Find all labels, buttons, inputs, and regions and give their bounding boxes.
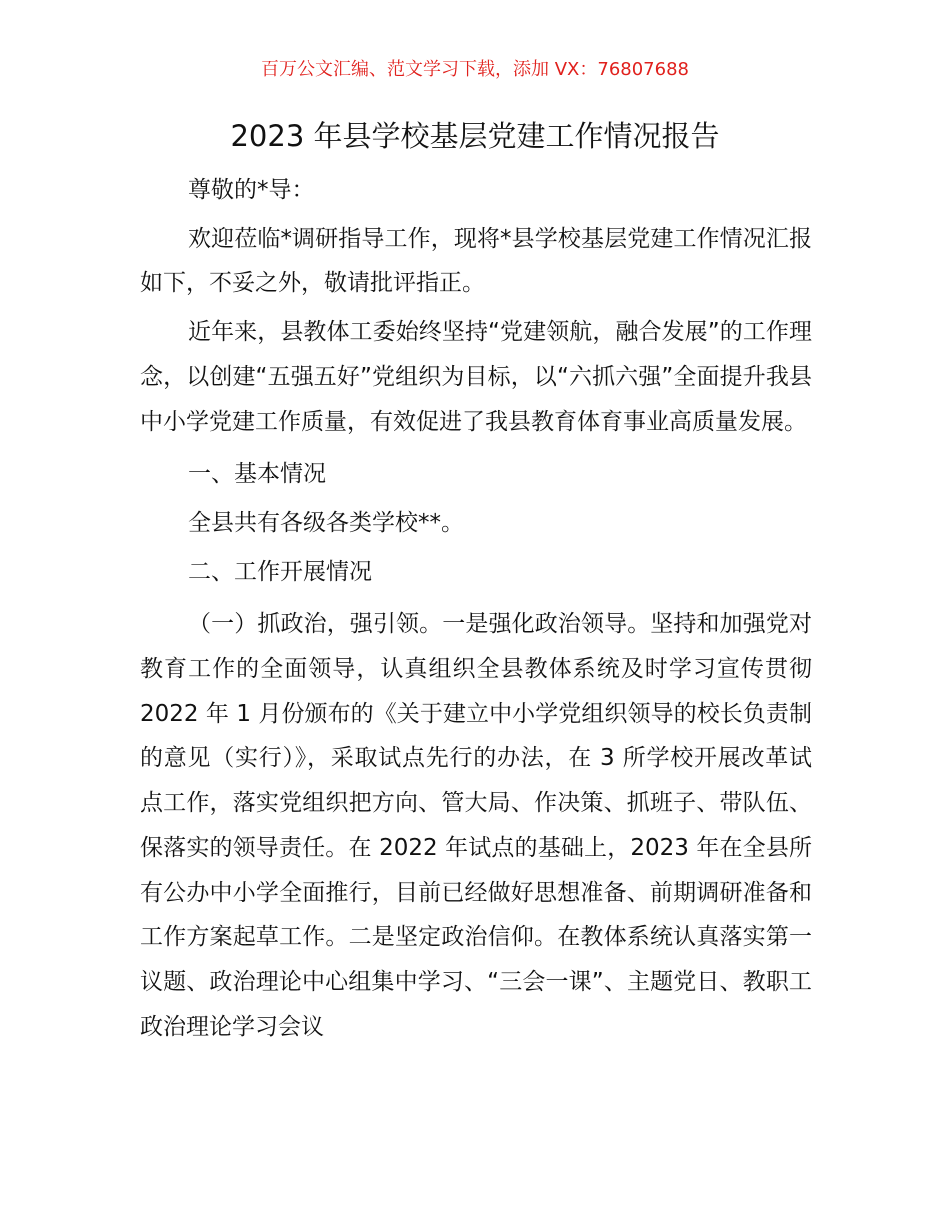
watermark-banner: 百万公文汇编、范文学习下载，添加 VX：76807688	[261, 59, 689, 80]
paragraph-welcome: 欢迎莅临*调研指导工作，现将*县学校基层党建工作情况汇报如下，不妥之外，敬请批评指正。	[140, 225, 812, 297]
section-heading-work: 二、工作开展情况	[188, 558, 372, 585]
document-title: 2023 年县学校基层党建工作情况报告	[230, 119, 720, 153]
paragraph-intro: 近年来，县教体工委始终坚持“党建领航，融合发展”的工作理念，以创建“五强五好”党组织为目标，以“六抓六强”全面提升我县中小学党建工作质量，有效促进了我县教育体育事业高质量发展。	[140, 319, 812, 435]
section-heading-basic: 一、基本情况	[188, 461, 326, 488]
paragraph-basic: 全县共有各级各类学校**。	[188, 509, 464, 536]
salutation: 尊敬的*导：	[188, 177, 315, 203]
document-body	[140, 168, 812, 1049]
paragraph-politics: （一）抓政治，强引领。一是强化政治领导。坚持和加强党对教育工作的全面领导，认真组织全县教体系统及时学习宣传贯彻 2022 年 1 月份颁布的《关于建立中小学党组织领导的校长负责制的意见（实行）》，采取试点先行的办法，在 3 所学校开展改革试点工作，落实党组织把方向、管大局、作决策、抓班子、带队伍、保落实的领导责任。在 2022 年试点的基础上，2023 年在全县所有公办中小学全面推行，目前已经做好思想准备、前期调研准备和工作方案起草工作。二是坚定政治信仰。在教体系统认真落实第一议题、政治理论中心组集中学习、“三会一课”、主题党日、教职工政治理论学习会议	[140, 611, 812, 1040]
